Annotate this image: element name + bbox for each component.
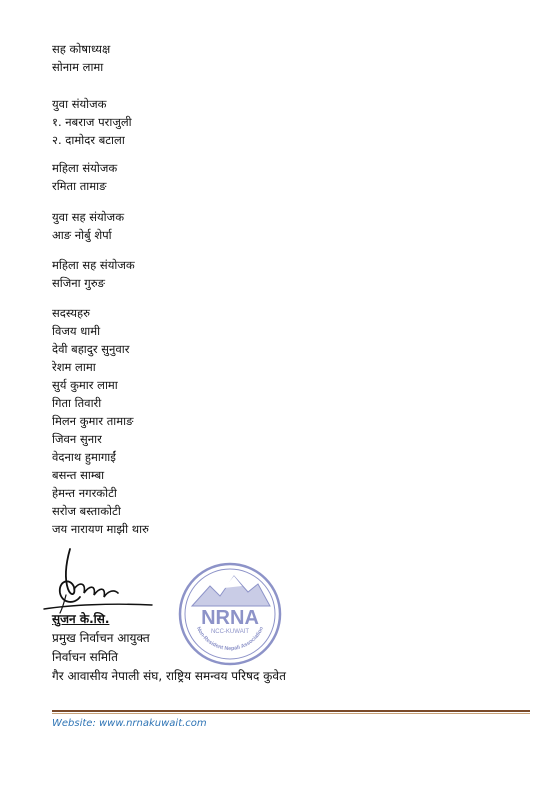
handwritten-signature <box>40 543 158 615</box>
signatory-block <box>52 610 286 686</box>
list-item: आङ नोर्बु शेर्पा <box>52 228 112 242</box>
logo-main-text: NRNA <box>201 607 259 629</box>
list-item: सुर्य कुमार लामा <box>52 378 118 392</box>
list-item: २. दामोदर बटाला <box>52 133 125 147</box>
section-title: महिला सह संयोजक <box>52 258 135 272</box>
section-deputy-treasurer <box>52 40 110 76</box>
list-item: देवी बहादुर सुनुवार <box>52 342 130 356</box>
section-title: युवा संयोजक <box>52 97 107 111</box>
section-title: युवा सह संयोजक <box>52 210 125 224</box>
list-item: गिता तिवारी <box>52 396 102 410</box>
list-item: १. नबराज पराजुली <box>52 115 132 129</box>
list-item: बसन्त साम्बा <box>52 468 105 482</box>
footer-divider-thin <box>52 713 530 714</box>
logo-ring-text: Non-Resident Nepali Association <box>194 626 266 653</box>
list-item: सजिना गुरुङ <box>52 276 105 290</box>
list-item: जय नारायण माझी थारु <box>52 522 149 536</box>
section-youth-coordinator <box>52 95 132 149</box>
list-item: रमिता तामाङ <box>52 179 107 193</box>
list-item: हेमन्त नगरकोटी <box>52 486 117 500</box>
list-item: मिलन कुमार तामाङ <box>52 414 134 428</box>
section-youth-co-coordinator <box>52 208 124 244</box>
signatory-committee: निर्वाचन समिति <box>52 650 118 664</box>
list-item: सोनाम लामा <box>52 60 104 74</box>
section-women-co-coordinator <box>52 256 135 292</box>
signatory-name: सुजन के.सि. <box>52 612 110 626</box>
list-item: वेदनाथ हुमागाईं <box>52 450 116 464</box>
signatory-organization: गैर आवासीय नेपाली संघ, राष्ट्रिय समन्वय परिषद कुवेत <box>52 669 286 683</box>
signatory-role: प्रमुख निर्वाचन आयुक्त <box>52 631 150 645</box>
section-members <box>52 304 149 538</box>
website-link[interactable]: Website: www.nrnakuwait.com <box>52 718 207 729</box>
list-item: विजय धामी <box>52 324 101 338</box>
section-title: सदस्यहरु <box>52 306 91 320</box>
section-women-coordinator <box>52 159 117 195</box>
section-title: सह कोषाध्यक्ष <box>52 42 111 56</box>
list-item: जिवन सुनार <box>52 432 102 446</box>
footer-divider <box>52 710 530 712</box>
list-item: सरोज बस्ताकोटी <box>52 504 121 518</box>
logo-sub-text: NCC-KUWAIT <box>210 629 250 635</box>
list-item: रेशम लामा <box>52 360 96 374</box>
section-title: महिला संयोजक <box>52 161 118 175</box>
